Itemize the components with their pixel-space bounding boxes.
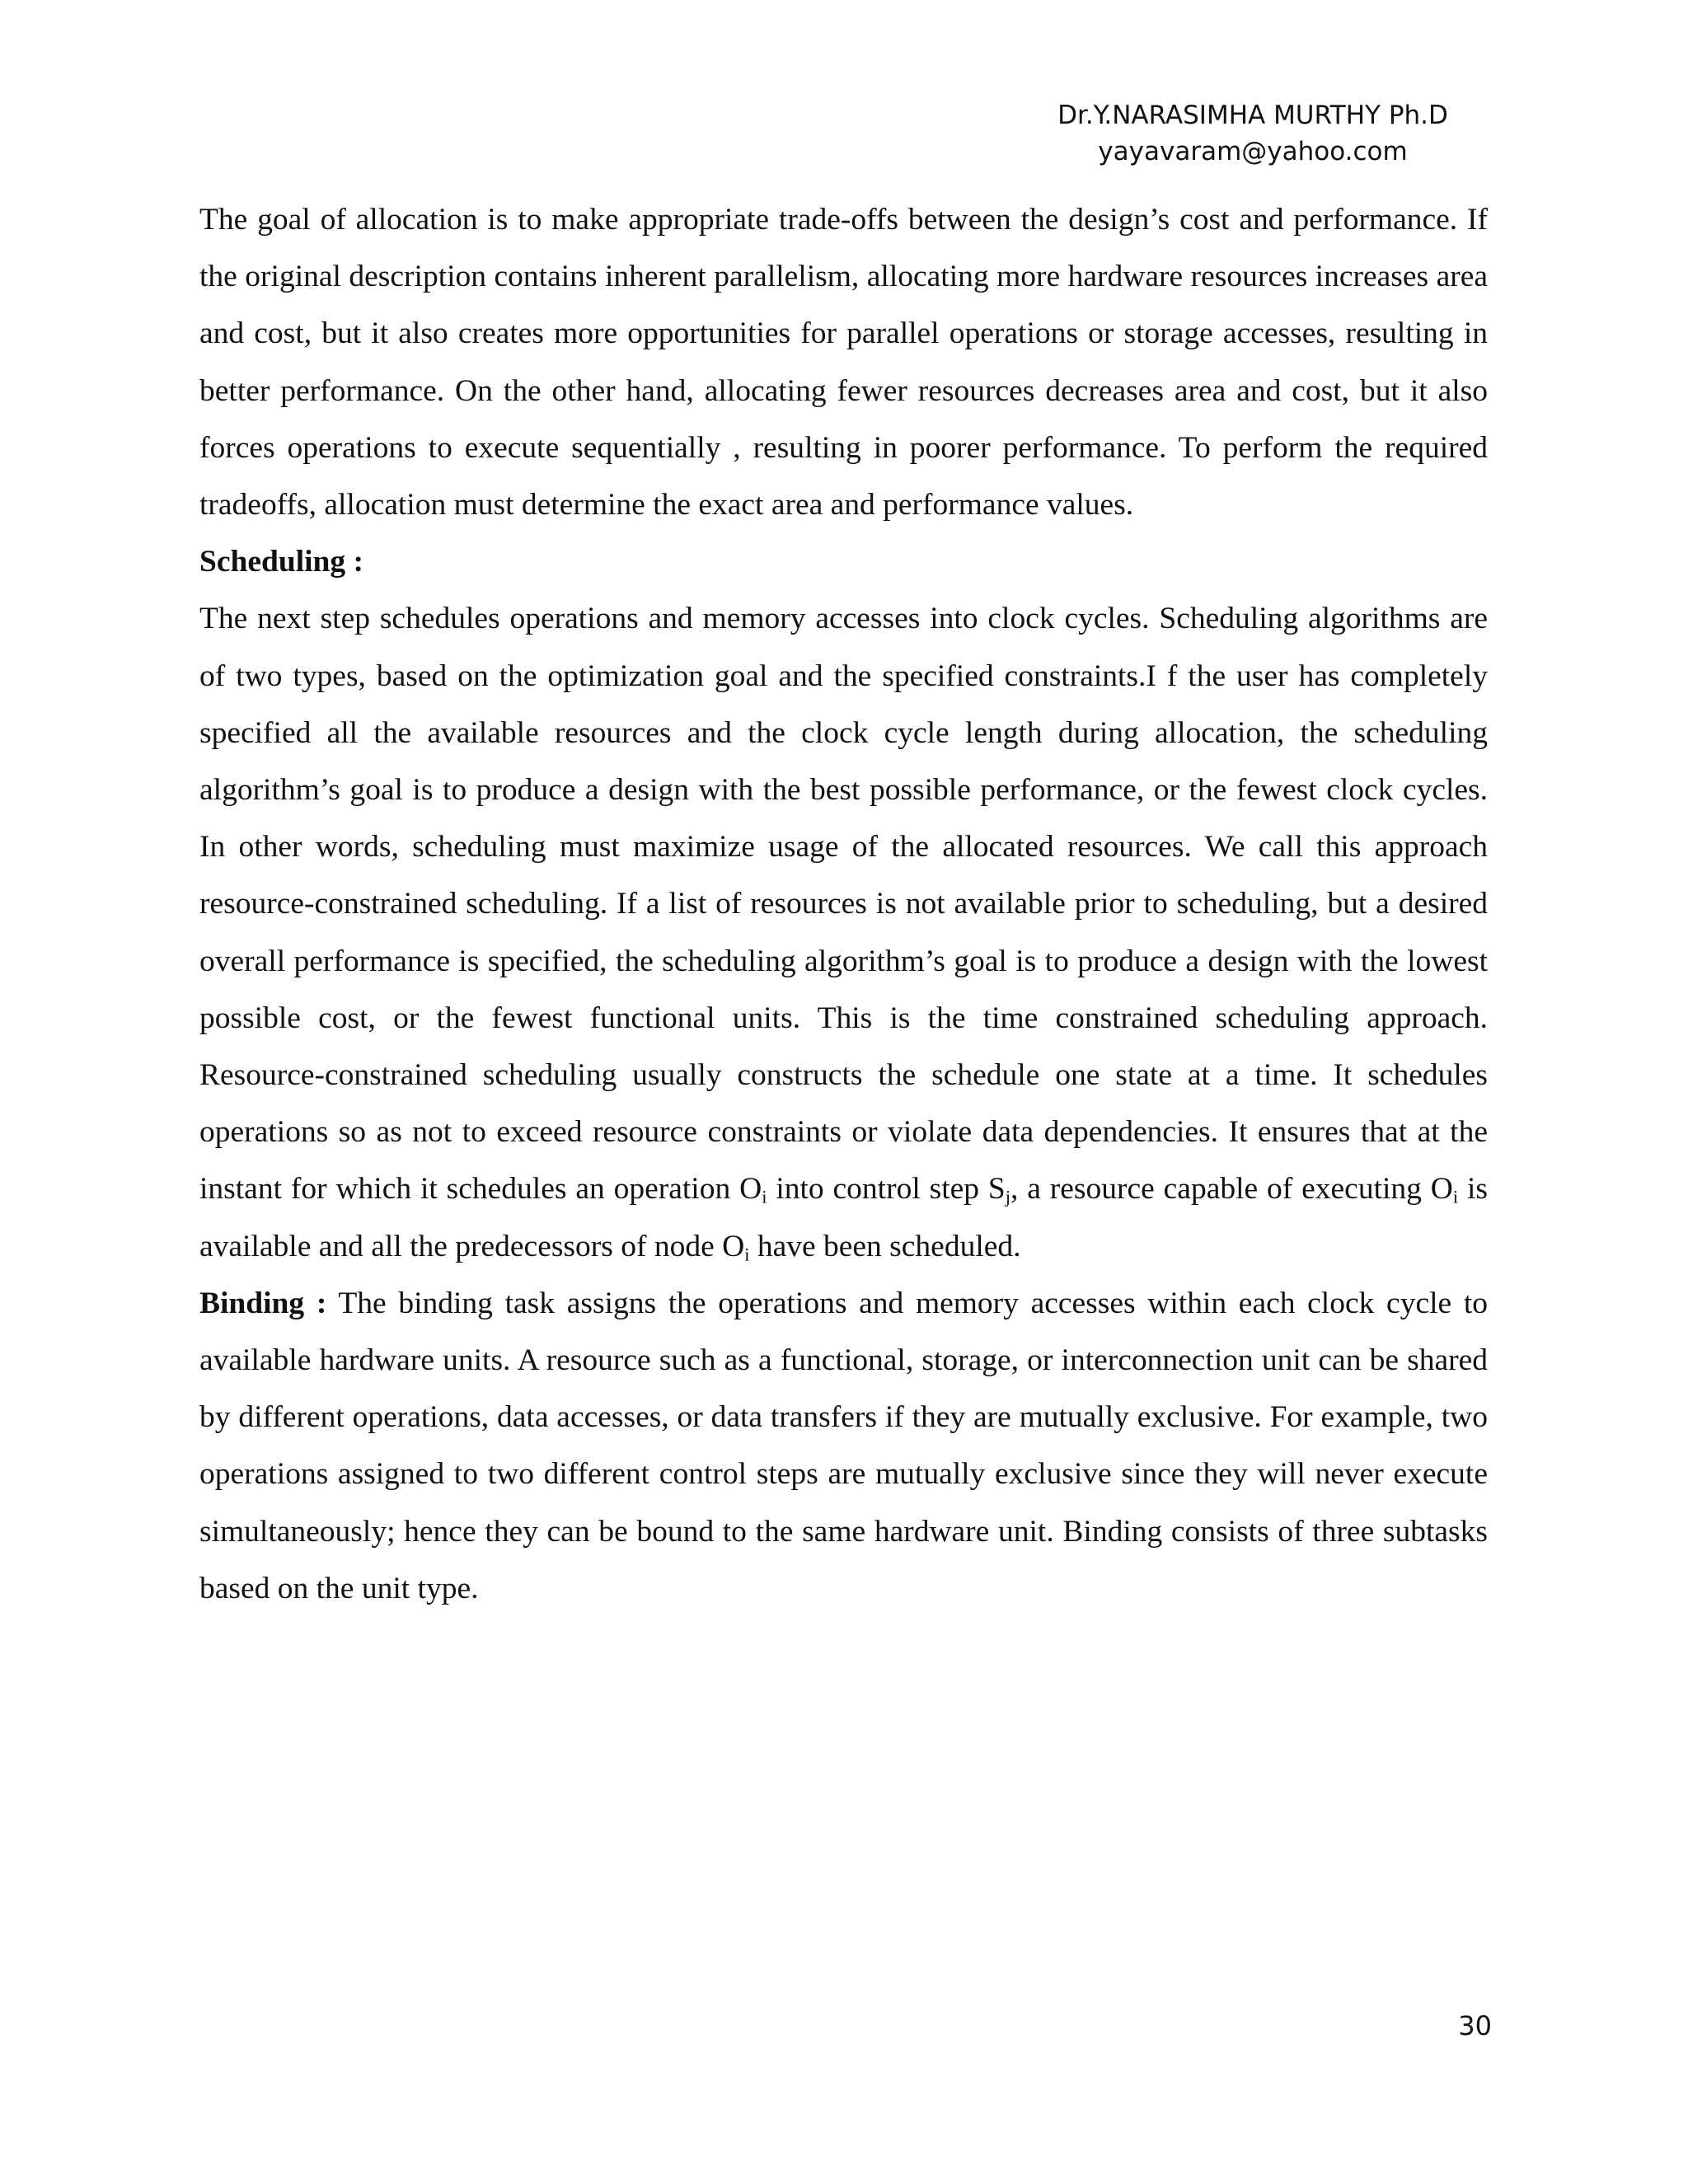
scheduling-heading: Scheduling : (199, 545, 364, 579)
subscript-i: i (1452, 1187, 1459, 1208)
page-number: 30 (1458, 2010, 1492, 2041)
step-s-j (988, 1172, 1010, 1206)
operation-letter: O (1430, 1172, 1453, 1207)
subscript-j: j (1005, 1187, 1011, 1208)
scheduling-text-resource: , a resource capable of executing (1010, 1172, 1422, 1207)
page-header (1030, 97, 1475, 170)
operation-o-i-3 (722, 1230, 749, 1263)
operation-letter: O (739, 1172, 762, 1207)
scheduling-text-available: is available and all the predecessors of node (199, 1172, 1489, 1263)
operation-o-i-2 (1431, 1172, 1458, 1206)
allocation-paragraph: The goal of allocation is to make appropriate trade-offs between the design’s cost and performance. If the original description contains inherent parallelism, allocating more hardware resources increases area and cost, but it also creates more opportunities for parallel operations or storage accesses, resulting in better performance. On the other hand, allocating fewer resources decreases area and cost, but it also forces operations to execute sequentially , resulting in poorer performance. To perform the required tradeoffs, allocation must determine the exact area and performance values. (199, 203, 1488, 523)
scheduling-text-main: The next step schedules operations and memory accesses into clock cycles. Scheduling algorithms are of two types, based on the optimization goal and the specified constraints.I f the user has completely specified all the available resources and the clock cycle length during allocation, the scheduling algorithm’s goal is to produce a design with the best possible performance, or the fewest clock cycles. In other words, scheduling must maximize usage of the allocated resources. We call this approach resource-constrained scheduling. If a list of resources is not available prior to scheduling, but a desired overall performance is specified, the scheduling algorithm’s goal is to produce a design with the lowest possible cost, or the fewest functional units. This is the time constrained scheduling approach. Resource-constrained scheduling usually constructs the schedule one state at a time. It schedules operations so as not to exceed resource constraints or violate data dependencies. It ensures that at the instant for which it schedules an operation (199, 602, 1488, 1207)
scheduling-text-end: have been scheduled. (757, 1229, 1021, 1263)
operation-o-i (739, 1172, 767, 1206)
body-text (199, 191, 1488, 1617)
scheduling-paragraph (199, 590, 1488, 1274)
subscript-i: i (744, 1244, 750, 1265)
subscript-i: i (762, 1187, 767, 1208)
author-email: yayavaram@yahoo.com (1098, 137, 1408, 166)
scheduling-text-into: into control step (776, 1172, 980, 1207)
binding-heading: Binding : (199, 1286, 327, 1320)
author-name: Dr.Y.NARASIMHA MURTHY Ph.D (1057, 101, 1448, 130)
operation-letter: O (722, 1229, 745, 1263)
step-letter: S (987, 1172, 1006, 1207)
binding-text: The binding task assigns the operations and memory accesses within each clock cycle to available hardware units. A resource such as a functional, storage, or interconnection unit can be shared by different operations, data accesses, or data transfers if they are mutually exclusive. For example, two operations assigned to two different control steps are mutually exclusive since they will never execute simultaneously; hence they can be bound to the same hardware unit. Binding consists of three subtasks based on the unit type. (199, 1286, 1489, 1605)
binding-paragraph (199, 1275, 1488, 1617)
